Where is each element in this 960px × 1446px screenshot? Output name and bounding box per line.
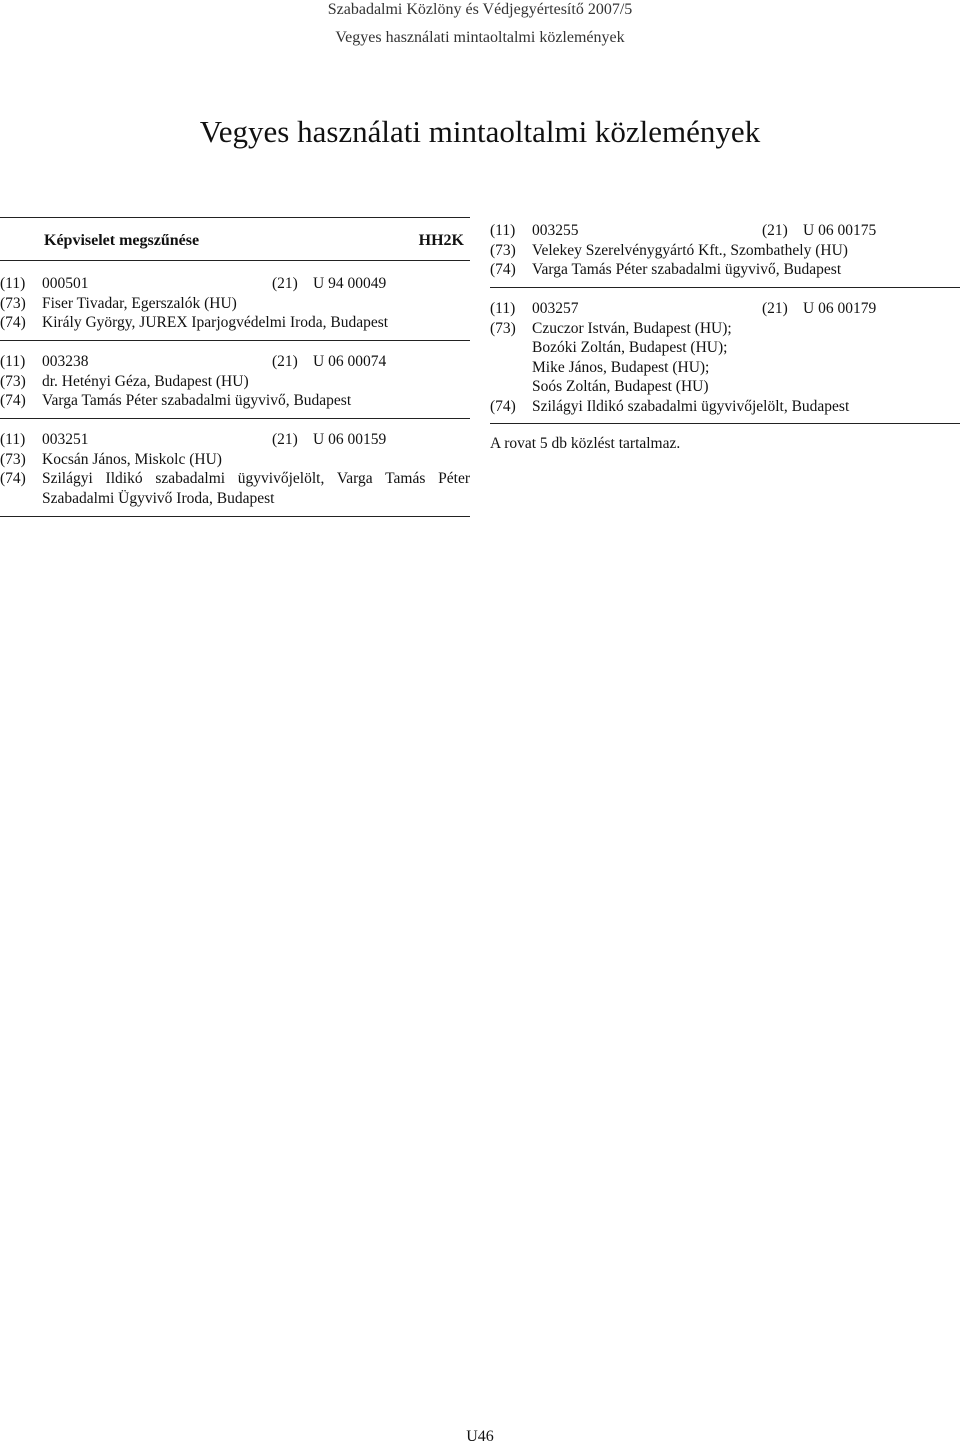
field-code-73: (73): [0, 450, 26, 468]
section-top-rule: [0, 217, 470, 218]
field-code-73: (73): [490, 319, 516, 337]
entry-rule: [490, 423, 960, 424]
field-code-21: (21): [272, 353, 298, 370]
entry-000501: [0, 274, 470, 333]
running-section-title: Vegyes használati mintaoltalmi közlemények: [335, 29, 625, 46]
entry-rule: [0, 418, 470, 419]
page-number: U46: [466, 1428, 494, 1445]
field-code-74: (74): [490, 397, 516, 415]
journal-title: Szabadalmi Közlöny és Védjegyértesítő 2007/5: [327, 1, 633, 18]
representative: Király György, JUREX Iparjogvédelmi Iroda, Budapest: [42, 314, 389, 331]
owner: Velekey Szerelvénygyártó Kft., Szombathely (HU): [532, 241, 848, 259]
registration-number: 003251: [42, 431, 89, 448]
field-code-73: (73): [0, 294, 26, 312]
entry-003251: [0, 430, 470, 508]
application-number: U 06 00159: [313, 431, 387, 448]
field-code-21: (21): [272, 431, 298, 448]
field-code-11: (11): [490, 300, 516, 317]
entry-rule: [490, 287, 960, 288]
section-code: HH2K: [418, 232, 464, 249]
entry-rule: [0, 340, 470, 341]
registration-number: 003255: [532, 222, 579, 239]
field-code-11: (11): [0, 275, 26, 292]
section-heading-rule: [0, 260, 470, 261]
right-column: [490, 0, 960, 1444]
field-code-11: (11): [0, 353, 26, 370]
entry-003238: [0, 352, 470, 411]
owner: Kocsán János, Miskolc (HU): [42, 450, 222, 468]
field-code-74: (74): [490, 261, 516, 278]
field-code-73: (73): [0, 372, 26, 390]
owner-continued: Mike János, Budapest (HU);: [532, 358, 710, 376]
entry-rule: [0, 516, 470, 517]
page-title: Vegyes használati mintaoltalmi közlemények: [199, 114, 761, 149]
field-code-73: (73): [490, 241, 516, 259]
field-code-11: (11): [490, 222, 516, 239]
field-code-21: (21): [272, 275, 298, 292]
registration-number: 003238: [42, 353, 89, 370]
field-code-74: (74): [0, 470, 26, 487]
representative: Szilágyi Ildikó szabadalmi ügyvivőjelölt, Budapest: [532, 397, 850, 415]
application-number: U 06 00175: [803, 222, 877, 239]
application-number: U 06 00179: [803, 300, 877, 317]
section-summary: A rovat 5 db közlést tartalmaz.: [490, 435, 681, 452]
owner: Czuczor István, Budapest (HU);: [532, 319, 732, 337]
entry-003257: [490, 299, 960, 416]
field-code-21: (21): [762, 300, 788, 317]
field-code-74: (74): [0, 314, 26, 331]
section-title: Képviselet megszűnése: [44, 232, 200, 249]
representative: Szilágyi Ildikó szabadalmi ügyvivőjelölt, Varga Tamás Péter: [42, 470, 470, 487]
representative-continued: Szabadalmi Ügyvivő Iroda, Budapest: [42, 489, 275, 507]
registration-number: 000501: [42, 275, 89, 292]
owner: Fiser Tivadar, Egerszalók (HU): [42, 294, 237, 312]
field-code-74: (74): [0, 392, 26, 409]
owner: dr. Hetényi Géza, Budapest (HU): [42, 372, 249, 390]
field-code-11: (11): [0, 431, 26, 448]
left-column: [0, 0, 470, 1444]
owner-continued: Soós Zoltán, Budapest (HU): [532, 378, 709, 395]
registration-number: 003257: [532, 300, 579, 317]
field-code-21: (21): [762, 222, 788, 239]
entry-003255: [490, 221, 960, 280]
representative: Varga Tamás Péter szabadalmi ügyvivő, Budapest: [532, 261, 842, 278]
application-number: U 94 00049: [313, 275, 387, 292]
representative: Varga Tamás Péter szabadalmi ügyvivő, Budapest: [42, 392, 352, 409]
application-number: U 06 00074: [313, 353, 387, 370]
owner-continued: Bozóki Zoltán, Budapest (HU);: [532, 339, 728, 356]
